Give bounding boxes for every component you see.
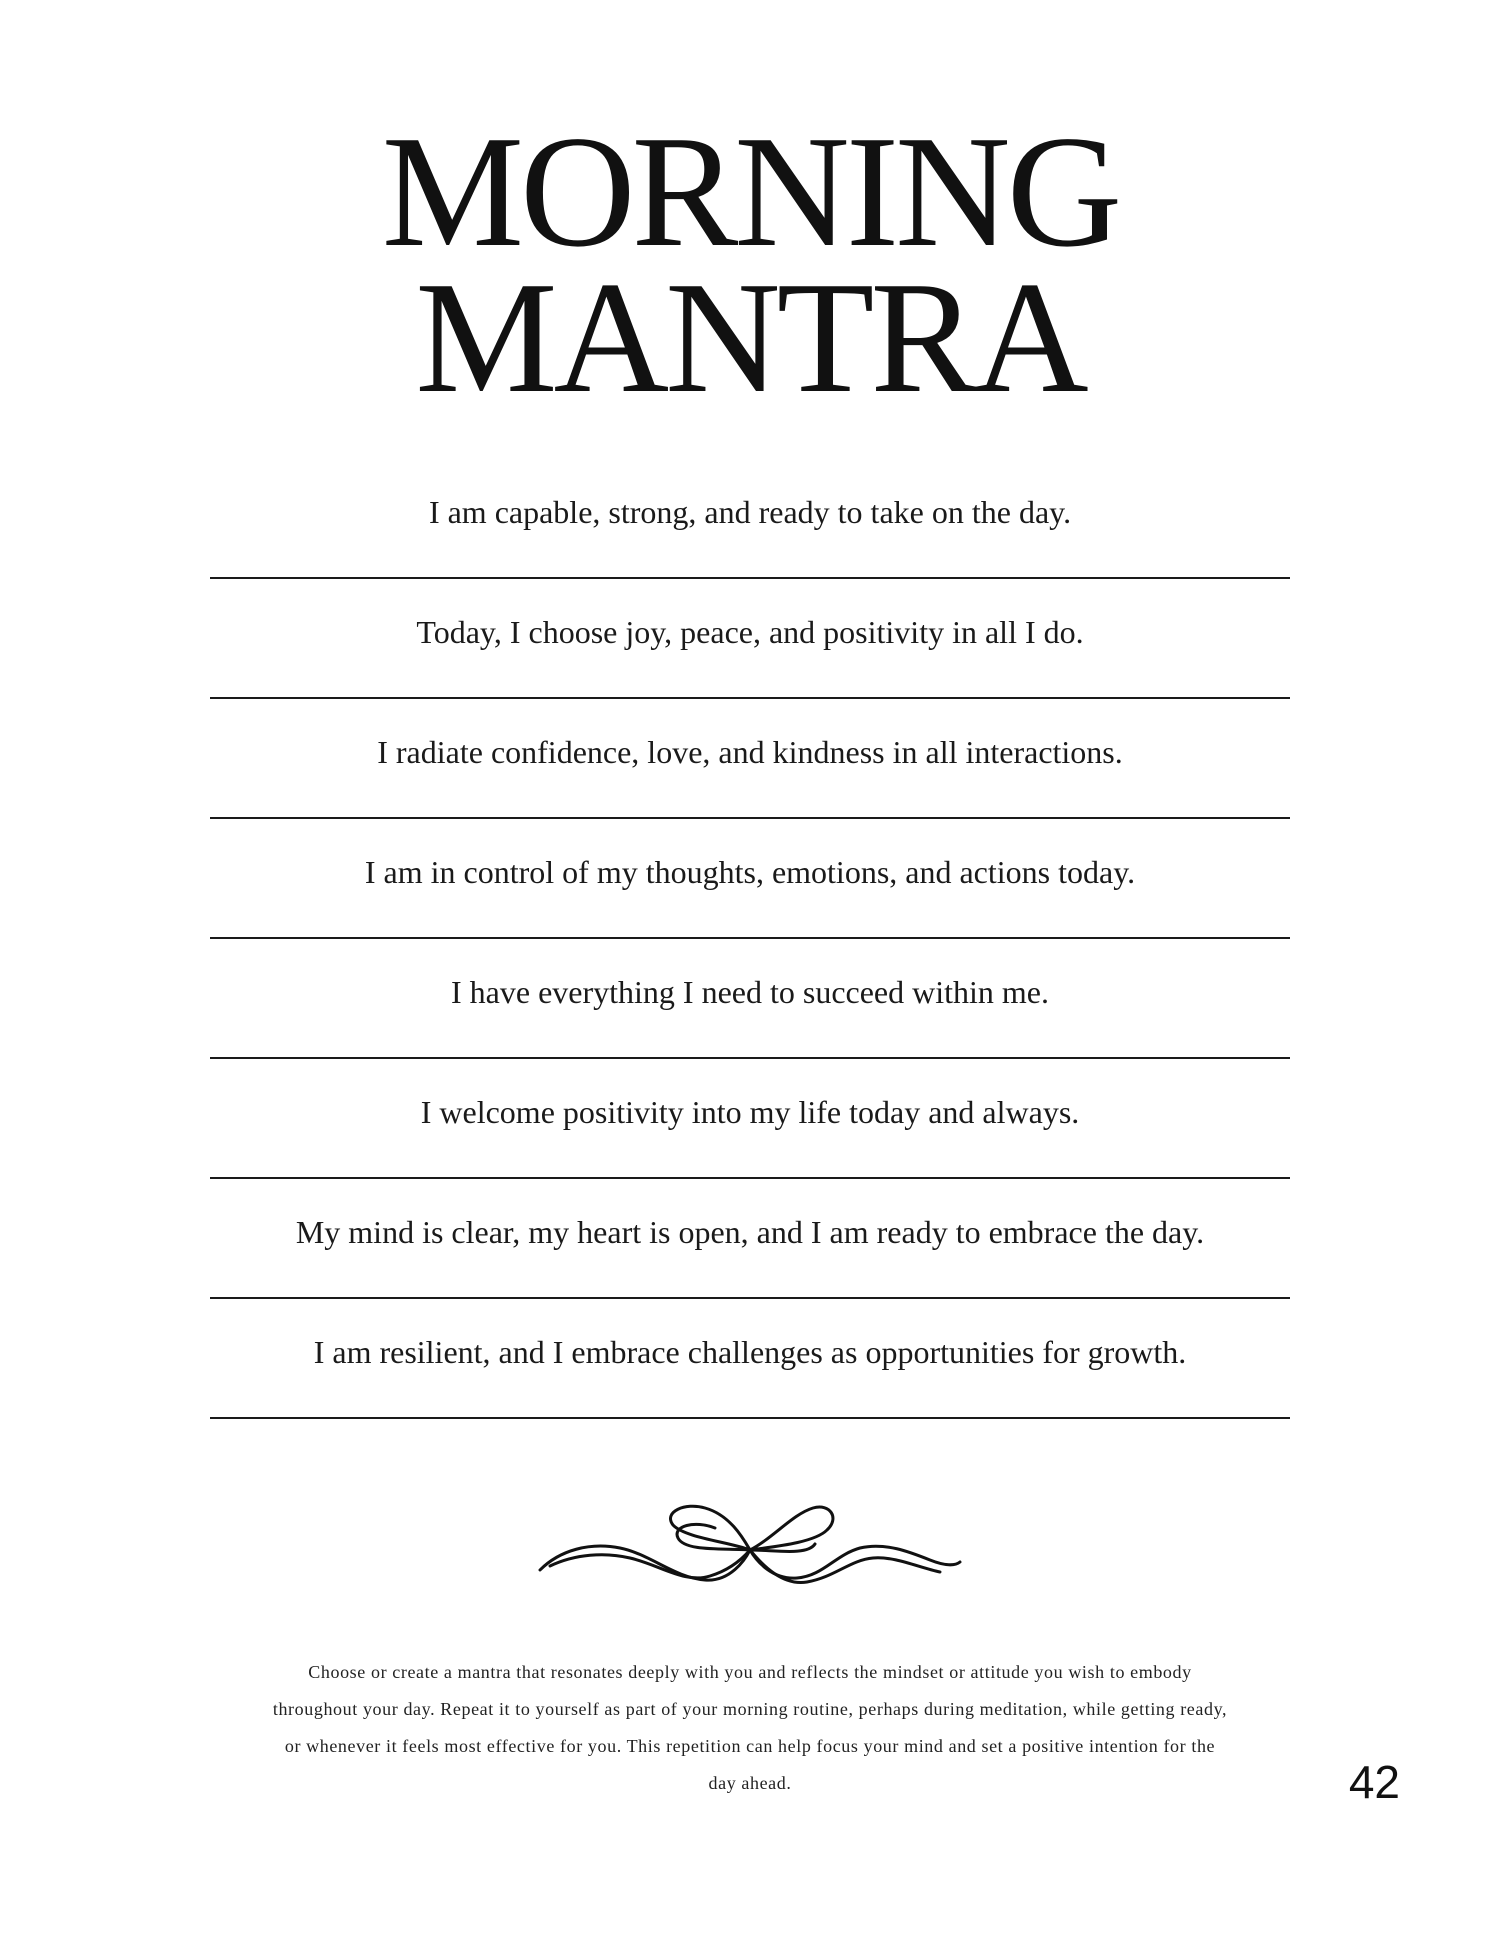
mantra-text: I am resilient, and I embrace challenges as opportunities for growth. [313, 1333, 1187, 1370]
mantra-row [210, 819, 1290, 939]
mantra-text: My mind is clear, my heart is open, and I am ready to embrace the day. [295, 1213, 1205, 1250]
page-title-line-2: MANTRA [415, 248, 1085, 426]
mantra-row [210, 939, 1290, 1059]
mantra-text: I am in control of my thoughts, emotions, and actions today. [364, 853, 1136, 890]
mantra-row [210, 1059, 1290, 1179]
mantra-text: I am capable, strong, and ready to take on the day. [428, 493, 1072, 530]
ribbon-bow-icon [535, 1500, 965, 1590]
page-title [0, 102, 1500, 426]
mantra-text: I welcome positivity into my life today and always. [420, 1093, 1080, 1130]
mantra-row [210, 1179, 1290, 1299]
mantra-text: I radiate confidence, love, and kindness in all interactions. [377, 733, 1123, 770]
mantra-text: Today, I choose joy, peace, and positivity in all I do. [416, 613, 1084, 650]
page-number: 42 [1348, 1756, 1400, 1808]
instructions-paragraph: Choose or create a mantra that resonates deeply with you and reflects the mindset or attitude you wish to embody throughout your day. Repeat it to yourself as part of your morning routine, perhaps during meditation, while getting ready, or whenever it feels most effective for you. This repetition can help focus your mind and set a positive intention for the day ahead. [272, 1662, 1228, 1793]
mantra-text: I have everything I need to succeed within me. [451, 973, 1049, 1010]
mantra-row [210, 459, 1290, 579]
mantra-row [210, 1299, 1290, 1419]
mantra-list [210, 459, 1290, 1419]
page-title-line-1: MORNING [381, 102, 1119, 280]
mantra-row [210, 579, 1290, 699]
mantra-row [210, 699, 1290, 819]
